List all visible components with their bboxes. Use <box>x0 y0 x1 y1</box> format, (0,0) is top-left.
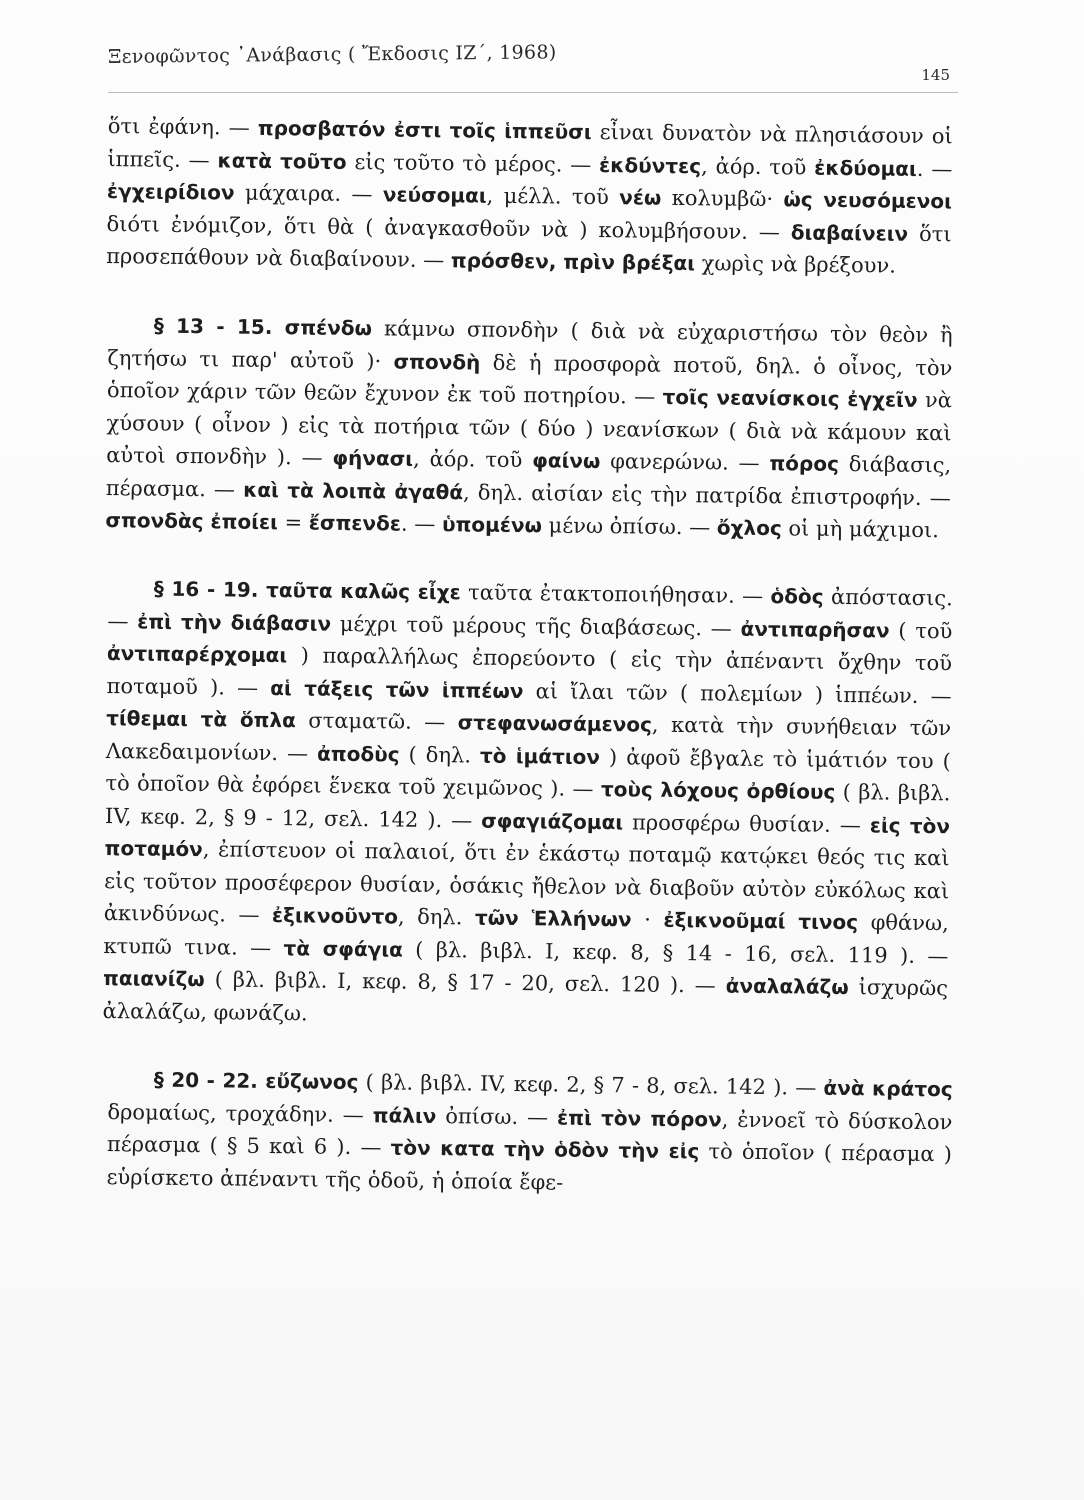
lemma-term: πρόσθεν, πρὶν βρέξαι <box>450 248 696 276</box>
lemma-term: πάλιν <box>372 1102 437 1128</box>
lemma-term: τὸν κατα τὴν ὁδὸν τὴν εἰς <box>390 1135 700 1164</box>
lemma-term: ἐπὶ τὸν πόρον <box>556 1104 722 1132</box>
gloss-text: εἰς τοῦτο τὸ μέρος. — <box>346 149 600 177</box>
lemma-term: νεύσομαι <box>382 182 487 208</box>
gloss-text: ( δηλ. <box>399 742 481 768</box>
paragraph-3 <box>102 572 952 1037</box>
gloss-text: σταματῶ. — <box>295 708 458 735</box>
lemma-term: τοὺς λόχους ὀρθίους <box>600 777 836 804</box>
gloss-text: διότι ἐνόμιζον, ὅτι θὰ ( ἀναγκασθοῦν νὰ ) κολυμβήσουν. — <box>106 211 791 244</box>
lemma-term: ὁδὸς <box>770 584 824 609</box>
gloss-text: ταῦτα ἐτακτοποιήθησαν. — <box>460 580 771 609</box>
gloss-text: ( βλ. βιβλ. I, κεφ. 8, § 14 - 16, σελ. 119 ). — <box>402 937 949 968</box>
gloss-text: ) ἀφοῦ ἔβγαλε τὸ ἱμάτιόν του ( τὸ ὁποῖον θὰ ἐφόρει ἕνεκα τοῦ χειμῶνος ). — <box>105 744 951 802</box>
gloss-text: , ἐννοεῖ τὸ δύσκολον πέρασμα ( § 5 καὶ 6 ). — <box>106 1107 953 1160</box>
lemma-term: κατὰ τοῦτο <box>217 147 347 174</box>
gloss-text: αἱ ἴλαι τῶν ( πολεμίων ) ἱππέων. — <box>523 678 952 708</box>
gloss-text: . — <box>400 511 443 536</box>
lemma-term: φαίνω <box>532 447 601 473</box>
lemma-term: § 20 - 22. εὔζωνος <box>153 1067 359 1095</box>
paragraph-4 <box>106 1063 953 1203</box>
gloss-text: ἀπόστασις. — <box>107 584 953 633</box>
page-number: 145 <box>921 66 950 84</box>
lemma-term: ὑπομένω <box>441 511 543 537</box>
lemma-term: αἱ τάξεις τῶν ἱππέων <box>270 675 524 703</box>
lemma-term: ἀνὰ κράτος <box>823 1075 953 1102</box>
lemma-term: σπονδὰς ἐποίει <box>105 507 279 534</box>
gloss-text: προσφέρω θυσίαν. — <box>622 809 870 837</box>
gloss-text: ὀπίσω. — <box>436 1103 558 1129</box>
gloss-text: φθάνω, κτυπῶ τινα. — <box>103 910 949 960</box>
lemma-term: τοῖς νεανίσκοις ἐγχεῖν <box>662 384 918 412</box>
gloss-text: μένω ὀπίσω. — <box>541 512 718 539</box>
header-rule <box>108 92 958 93</box>
lemma-term: ἀντιπαρῆσαν <box>740 616 890 643</box>
gloss-text: ( βλ. βιβλ. I, κεφ. 8, § 17 - 20, σελ. 120 ). — <box>204 967 726 998</box>
gloss-text: , ἐπίστευον οἱ παλαιοί, ὅτι ἐν ἑκάστῳ ποταμῷ κατῴκει θεός τις καὶ εἰς τοῦτον προσέφερον θυσίαν, ὁσάκις ἤθελον νὰ διαβοῦν αὐτὸν εὐκόλως καὶ ἀκινδύνως. — <box>103 837 950 928</box>
gloss-text: ἰσχυρῶς ἀλαλάζω, φωνάζω. <box>102 975 949 1025</box>
gloss-text: = <box>277 509 309 534</box>
gloss-text: διάβασις, πέρασμα. — <box>105 451 952 501</box>
gloss-text: οἱ μὴ μάχιμοι. <box>781 515 940 542</box>
gloss-text: χωρὶς νὰ βρέξουν. <box>694 251 897 278</box>
lemma-term: ὡς νευσόμενοι <box>783 187 953 214</box>
paragraph-1 <box>106 110 953 283</box>
lemma-term: ἀναλαλάζω <box>725 973 849 1000</box>
gloss-text: ( βλ. βιβλ. IV, κεφ. 2, § 9 - 12, σελ. 142 ). — <box>104 779 951 833</box>
gloss-text: ) παραλλήλως ἐπορεύοντο ( εἰς τὴν ἀπέναντι ὄχθην τοῦ ποταμοῦ ). — <box>106 643 953 700</box>
lemma-term: νέω <box>619 185 662 210</box>
paragraph-2 <box>105 309 953 547</box>
lemma-term: φήνασι <box>332 445 414 471</box>
gloss-text: . — <box>916 156 953 181</box>
gloss-text: εἶναι δυνατὸν νὰ πλησιάσουν οἱ ἱππεῖς. — <box>107 119 953 172</box>
lemma-term: ἐγχειρίδιον <box>106 178 235 205</box>
gloss-text: τὸ ὁποῖον ( πέρασμα ) εὑρίσκετο ἀπέναντι τῆς ὁδοῦ, ἡ ὁποία ἔφε- <box>106 1139 953 1195</box>
gloss-text: ὅτι ἐφάνη. — <box>107 113 259 140</box>
lemma-term: εἰς τὸν ποταμόν <box>104 812 951 862</box>
lemma-term: σπονδὴ <box>393 348 481 374</box>
gloss-text: , δηλ. αἰσίαν εἰς τὴν πατρίδα ἐπιστροφήν. — <box>462 479 951 510</box>
gloss-text: κάμνω σπονδὴν ( διὰ νὰ εὐχαριστήσω τὸν θεὸν ἢ ζητήσω τι παρ' αὐτοῦ )· <box>107 315 953 373</box>
lemma-term: ἀποδὺς <box>316 741 400 767</box>
gloss-text: , ἀόρ. τοῦ <box>700 153 815 180</box>
lemma-term: ἐπὶ τὴν διάβασιν <box>137 608 332 636</box>
lemma-term: τὸ ἱμάτιον <box>479 743 601 769</box>
gloss-text: μέχρι τοῦ μέρους τῆς διαβάσεως. — <box>330 611 741 641</box>
lemma-term: ἐκδύομαι <box>814 155 917 181</box>
lemma-term: ὄχλος <box>716 514 782 540</box>
lemma-term: ἐκδύντες <box>598 152 702 178</box>
gloss-text: δρομαίως, τροχάδην. — <box>107 1099 373 1127</box>
lemma-term: ἐξικνοῦντο <box>271 903 399 929</box>
lemma-term: καὶ τὰ λοιπὰ ἀγαθά <box>243 476 464 504</box>
lemma-term: παιανίζω <box>102 965 205 992</box>
gloss-text: , δηλ. <box>397 904 476 930</box>
page-body <box>102 110 953 1195</box>
gloss-text: , ἀόρ. τοῦ <box>412 446 533 472</box>
gloss-text: ( τοῦ <box>889 618 953 643</box>
gloss-text: μάχαιρα. — <box>234 180 383 207</box>
gloss-text: , κατὰ τὴν συνήθειαν τῶν Λακεδαιμονίων. — <box>105 712 952 766</box>
lemma-term: τῶν Ἑλλήνων <box>474 905 632 932</box>
gloss-text: ( βλ. βιβλ. IV, κεφ. 2, § 7 - 8, σελ. 142 ). — <box>358 1070 824 1100</box>
gloss-text: , μέλλ. τοῦ <box>486 183 620 210</box>
lemma-term: στεφανωσάμενος <box>457 710 653 737</box>
running-title: Ξενοφῶντος ᾿Ανάβασις ( Ἔκδοσις ΙΖ΄, 1968) <box>107 41 557 68</box>
gloss-text: ὅτι προσεπάθουν νὰ διαβαίνουν. — <box>106 221 952 273</box>
gloss-text: · <box>631 907 664 932</box>
lemma-term: ἐξικνοῦμαί τινος <box>663 907 859 935</box>
lemma-term: προσβατόν ἐστι τοῖς ἱππεῦσι <box>257 115 592 144</box>
lemma-term: § 16 - 19. ταῦτα καλῶς εἶχε <box>153 576 461 605</box>
gloss-text: φανερώνω. — <box>600 448 770 475</box>
lemma-term: πόρος <box>769 450 840 476</box>
lemma-term: ἀντιπαρέρχομαι <box>106 640 288 668</box>
gloss-text: νὰ χύσουν ( οἶνον ) εἰς τὰ ποτήρια τῶν ( δύο ) νεανίσκων ( διὰ νὰ κάμουν καὶ αὐτοὶ σπονδὴν ). — <box>106 387 953 470</box>
gloss-text: κολυμβῶ· <box>661 185 784 212</box>
lemma-term: σφαγιάζομαι <box>481 808 624 834</box>
gloss-text: δὲ ἡ προσφορὰ ποτοῦ, δηλ. ὁ οἶνος, τὸν ὁποῖον χάριν τῶν θεῶν ἔχυνον ἐκ τοῦ ποτηρίου. — <box>106 349 953 409</box>
lemma-term: τίθεμαι τὰ ὅπλα <box>106 705 297 733</box>
lemma-term: διαβαίνειν <box>790 219 909 246</box>
lemma-term: § 13 - 15. σπένδω <box>153 313 373 340</box>
lemma-term: τὰ σφάγια <box>283 935 403 962</box>
lemma-term: ἔσπενδε <box>308 509 402 536</box>
running-header <box>108 38 958 98</box>
